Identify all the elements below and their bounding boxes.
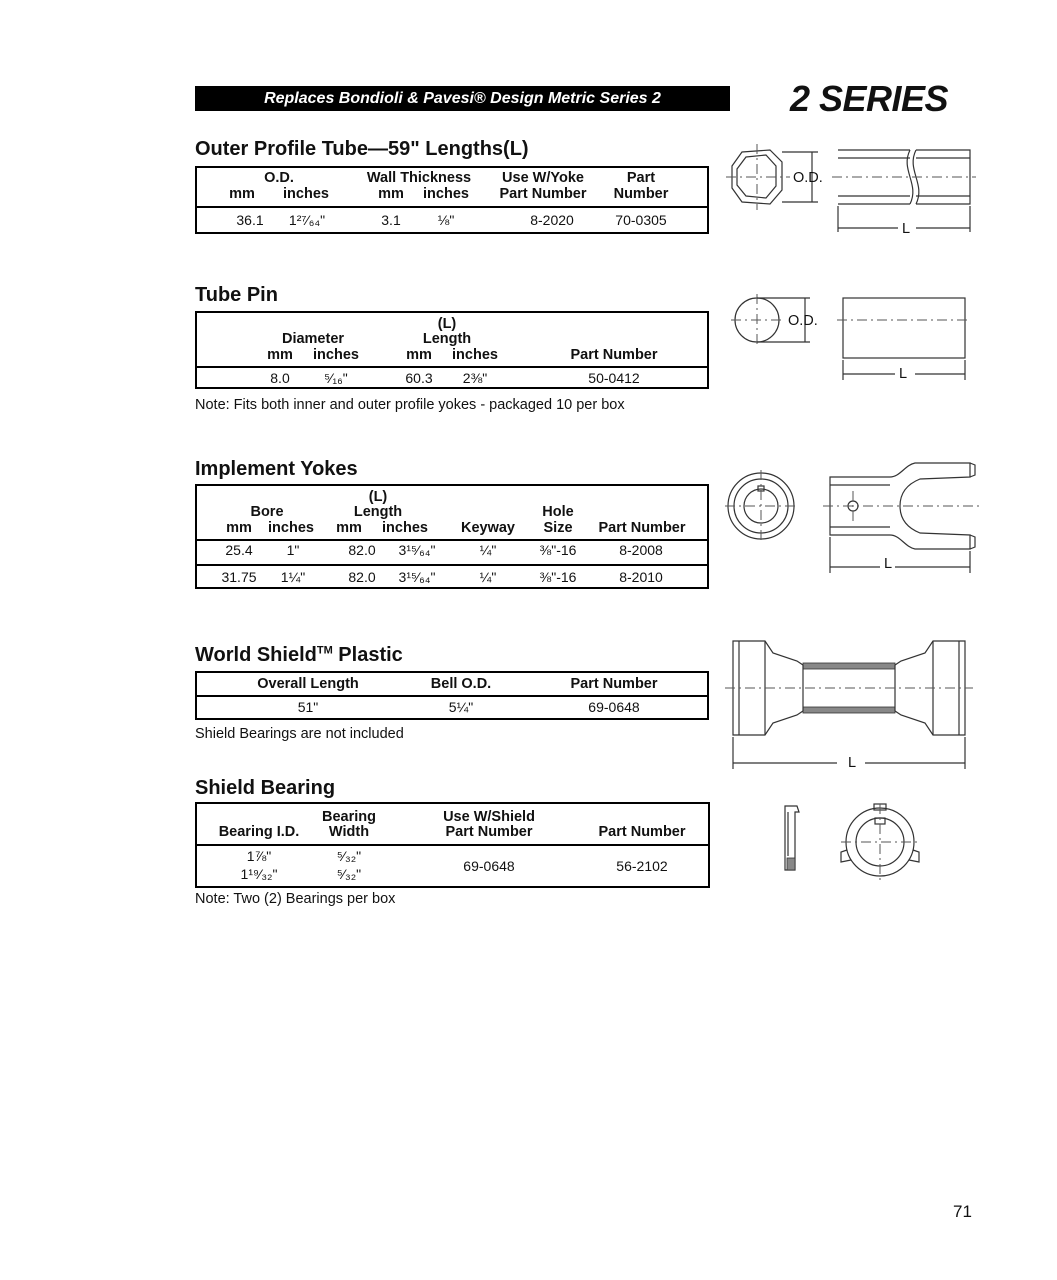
cell-od-inches: 1²⁷⁄₆₄" xyxy=(288,212,326,228)
cell-use: 8-2020 xyxy=(530,212,574,228)
cell-id-2: 1¹⁹⁄₃₂" xyxy=(240,866,278,882)
col-b-inches: inches xyxy=(268,520,314,536)
col-b-mm: mm xyxy=(226,520,252,536)
yoke-diagram xyxy=(725,455,980,580)
cell-wall-mm: 3.1 xyxy=(381,212,401,228)
col-keyway: Keyway xyxy=(460,520,516,536)
col-part: Part Number xyxy=(570,676,658,692)
col-use-shield-2: Part Number xyxy=(445,824,533,840)
tube-pin-od-label: O.D. xyxy=(788,313,818,329)
tube-pin-l-label: L xyxy=(899,366,908,382)
bearing-front-view xyxy=(841,804,919,880)
col-wall-inches: inches xyxy=(423,186,469,202)
series-banner: Replaces Bondioli & Pavesi® Design Metric Series 2 xyxy=(195,86,730,111)
col-od: O.D. xyxy=(264,170,294,186)
col-part: Part xyxy=(626,170,656,186)
cell-keyway: ¼" xyxy=(479,542,497,558)
tube-pin-title: Tube Pin xyxy=(195,284,278,306)
col-length: Length xyxy=(422,331,472,347)
trademark-mark: TM xyxy=(316,644,333,657)
yoke-l-label: L xyxy=(884,556,893,572)
col-use-2: Part Number xyxy=(499,186,587,202)
outer-tube-diagram xyxy=(720,140,980,240)
tube-pin-diagram xyxy=(725,290,975,390)
cell-part: 69-0648 xyxy=(588,699,640,715)
shield-title-rest: Plastic xyxy=(332,644,403,666)
outer-tube-title: Outer Profile Tube—59" Lengths(L) xyxy=(195,138,529,160)
col-bearing-id: Bearing I.D. xyxy=(218,824,300,840)
cell-use: 69-0648 xyxy=(463,858,515,874)
outer-tube-table xyxy=(195,166,709,234)
shield-title xyxy=(195,644,403,667)
cell-bell-od: 5¼" xyxy=(448,699,474,715)
cell-od-mm: 36.1 xyxy=(236,212,264,228)
shield-side-view xyxy=(725,641,973,769)
col-wall-mm: mm xyxy=(378,186,404,202)
yokes-title: Implement Yokes xyxy=(195,458,358,480)
cell-d-mm: 8.0 xyxy=(270,370,290,386)
cell-l-mm: 82.0 xyxy=(348,569,376,585)
col-hole: Hole xyxy=(542,504,574,520)
col-part: Part Number xyxy=(598,520,686,536)
cell-b-mm: 25.4 xyxy=(225,542,253,558)
cell-width-2: ⁵⁄₃₂" xyxy=(336,866,362,882)
cell-b-mm: 31.75 xyxy=(221,569,257,585)
shield-diagram xyxy=(725,635,975,775)
cell-l-inches: 2⅜" xyxy=(462,370,488,386)
col-length: Length xyxy=(353,504,403,520)
col-bell-od: Bell O.D. xyxy=(430,676,492,692)
cell-l-mm: 60.3 xyxy=(405,370,433,386)
tube-side-view xyxy=(832,150,976,232)
col-use-shield-1: Use W/Shield xyxy=(443,809,535,825)
col-l: (L) xyxy=(368,489,388,505)
col-use: Use W/Yoke xyxy=(502,170,584,186)
cell-l-mm: 82.0 xyxy=(348,542,376,558)
shield-table xyxy=(195,671,709,720)
bearing-note: Note: Two (2) Bearings per box xyxy=(195,891,396,907)
cell-b-inches: 1" xyxy=(286,542,300,558)
col-l-mm: mm xyxy=(406,347,432,363)
col-l-inches: inches xyxy=(452,347,498,363)
col-bore: Bore xyxy=(250,504,284,520)
shield-l-label: L xyxy=(848,755,857,771)
cell-width-1: ⁵⁄₃₂" xyxy=(336,848,362,864)
cell-d-inches: ⁵⁄₁₆" xyxy=(324,370,348,386)
cell-part: 50-0412 xyxy=(588,370,640,386)
cell-id-1: 1⅞" xyxy=(246,848,272,864)
bearing-section-view xyxy=(785,806,799,870)
col-od-inches: inches xyxy=(283,186,329,202)
series-title: 2 SERIES xyxy=(790,78,949,119)
yoke-end-view xyxy=(725,470,797,542)
col-od-mm: mm xyxy=(229,186,255,202)
tube-pin-table xyxy=(195,311,709,389)
yoke-side-view xyxy=(823,463,980,573)
cell-part: 70-0305 xyxy=(615,212,667,228)
col-bearing-width-2: Width xyxy=(328,824,370,840)
cell-size: ⅜"-16 xyxy=(539,569,577,585)
cell-size: ⅜"-16 xyxy=(539,542,577,558)
cell-wall-inches: ⅛" xyxy=(437,212,455,228)
col-d-inches: inches xyxy=(313,347,359,363)
col-overall-length: Overall Length xyxy=(257,676,359,692)
cell-part: 8-2010 xyxy=(619,569,663,585)
col-l-mm: mm xyxy=(336,520,362,536)
cell-overall-length: 51" xyxy=(297,699,319,715)
bearing-diagram xyxy=(775,798,945,883)
bearing-title: Shield Bearing xyxy=(195,777,336,799)
col-part: Part Number xyxy=(598,824,686,840)
bearing-table xyxy=(195,802,710,888)
cell-part: 8-2008 xyxy=(619,542,663,558)
page-number: 71 xyxy=(953,1202,972,1221)
outer-tube-od-label: O.D. xyxy=(793,170,823,186)
col-wall: Wall Thickness xyxy=(366,170,472,186)
col-l: (L) xyxy=(437,316,457,332)
col-d-mm: mm xyxy=(267,347,293,363)
outer-tube-l-label: L xyxy=(902,221,911,237)
cell-keyway: ¼" xyxy=(479,569,497,585)
cell-l-inches: 3¹⁵⁄₆₄" xyxy=(398,569,436,585)
col-l-inches: inches xyxy=(382,520,428,536)
col-part-2: Number xyxy=(613,186,669,202)
shield-title-text: World Shield xyxy=(195,644,317,666)
col-size: Size xyxy=(543,520,573,536)
tube-pin-note: Note: Fits both inner and outer profile yokes - packaged 10 per box xyxy=(195,397,625,413)
col-diameter: Diameter xyxy=(281,331,345,347)
cell-part: 56-2102 xyxy=(616,858,668,874)
col-bearing-width-1: Bearing xyxy=(322,809,376,825)
cell-b-inches: 1¼" xyxy=(280,569,306,585)
shield-note: Shield Bearings are not included xyxy=(195,726,404,742)
cell-l-inches: 3¹⁵⁄₆₄" xyxy=(398,542,436,558)
col-part: Part Number xyxy=(570,347,658,363)
yokes-table xyxy=(195,484,709,589)
